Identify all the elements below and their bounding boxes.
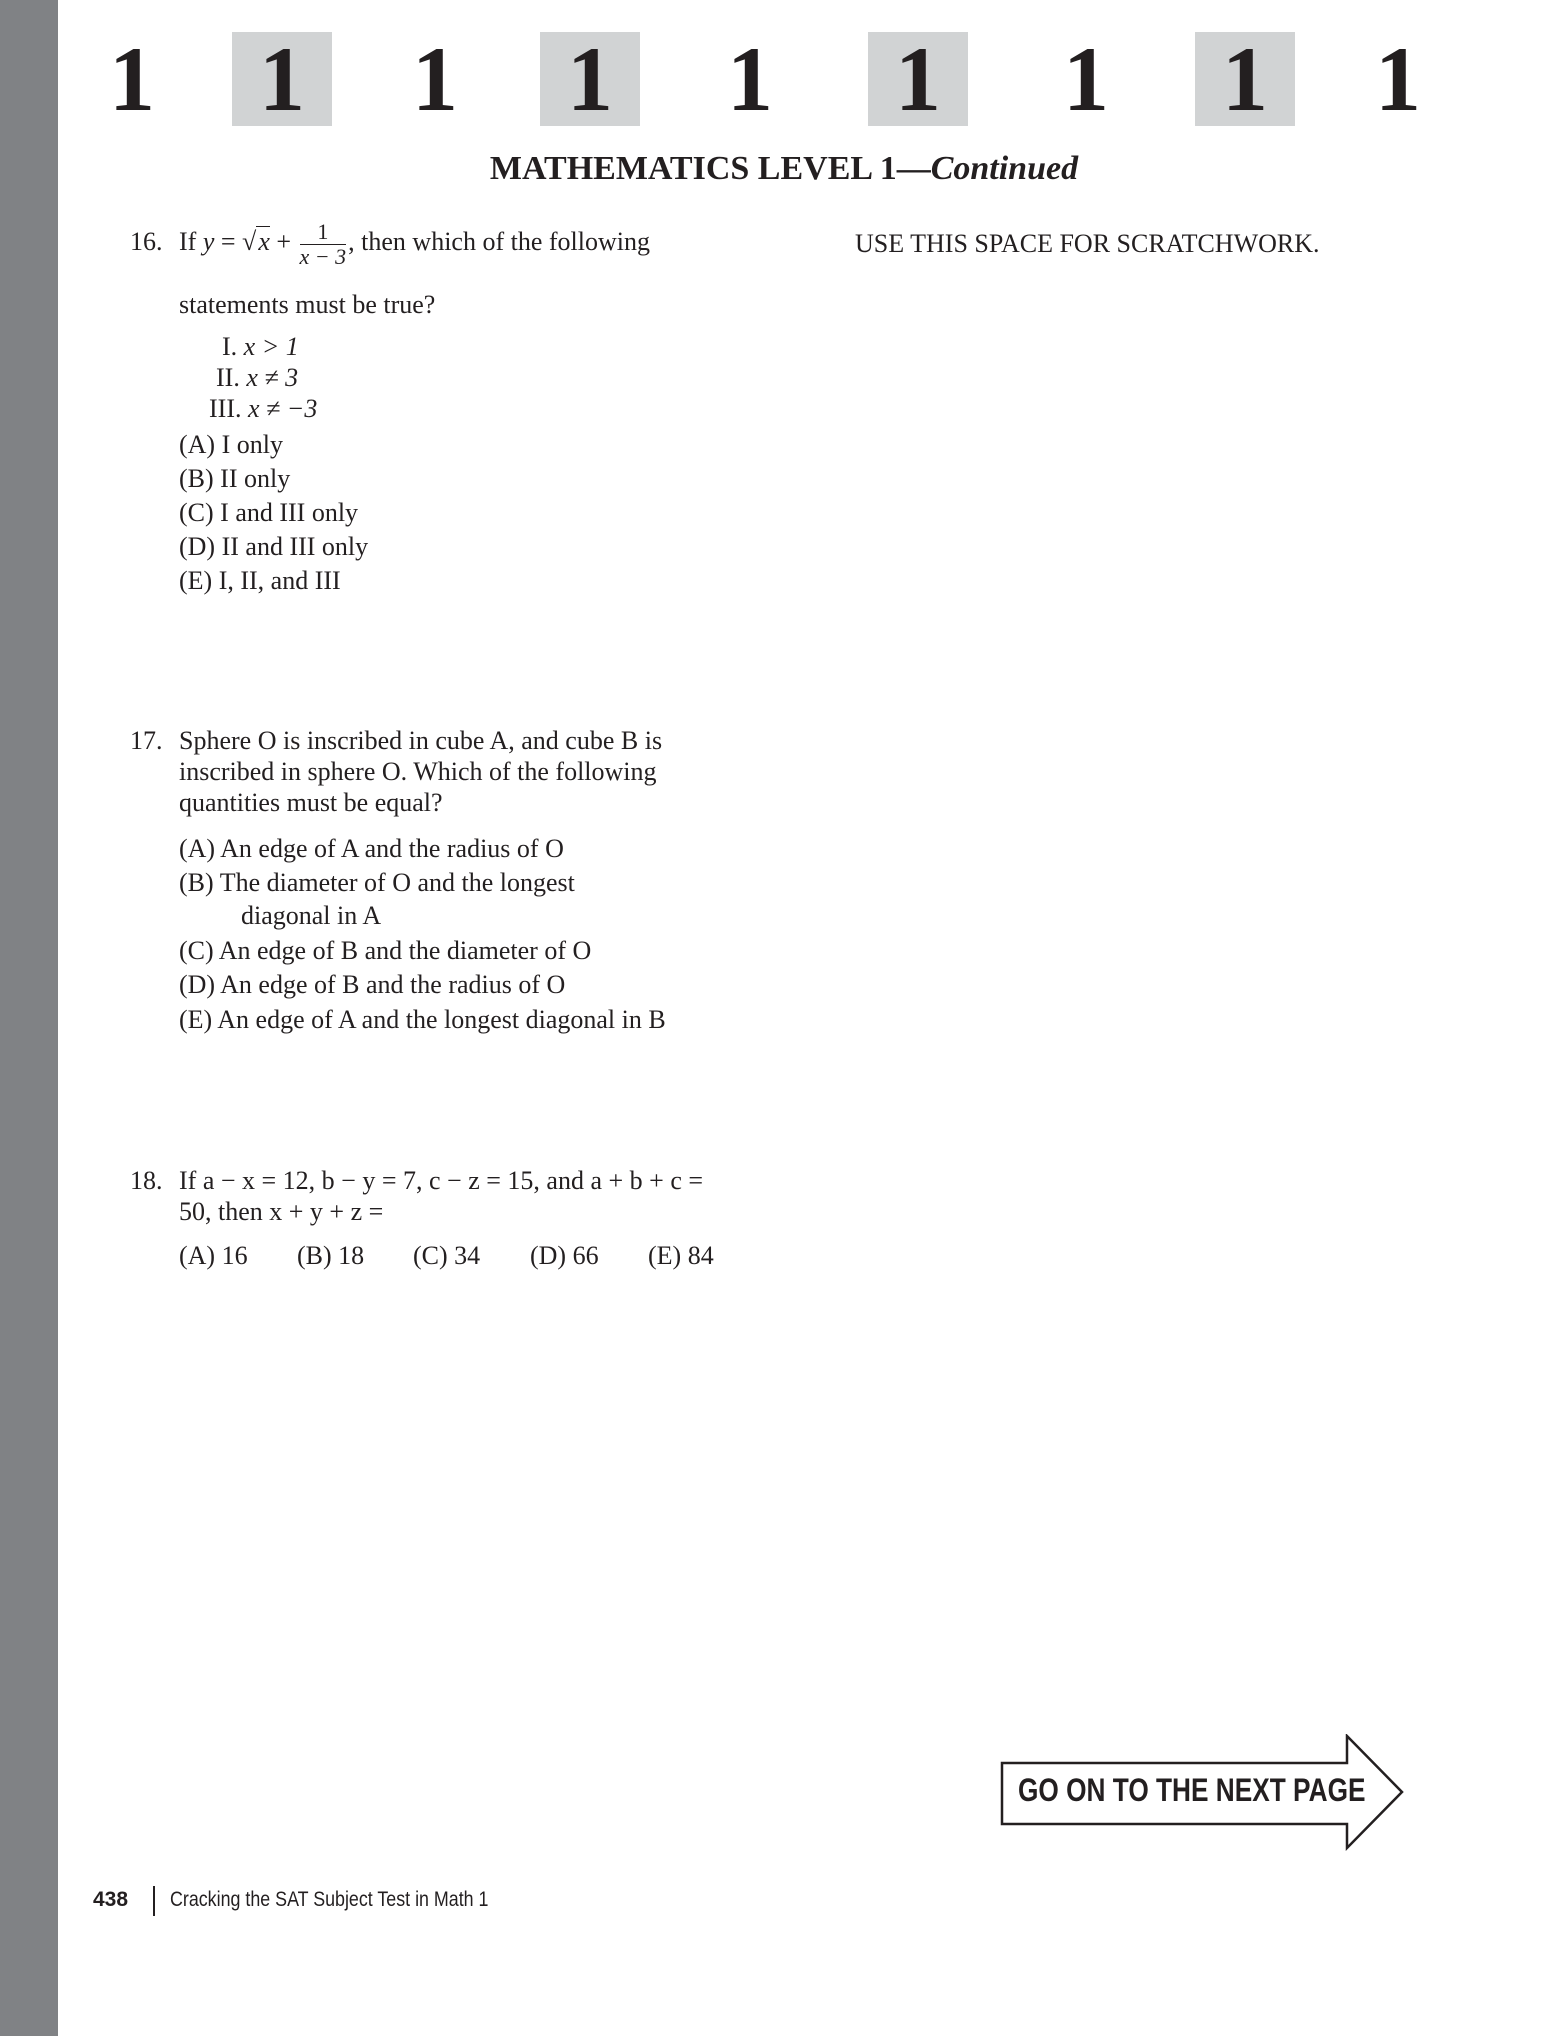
roman-num: I. — [222, 332, 238, 361]
answer-option[interactable]: (A) I only — [179, 430, 283, 459]
denominator: x − 3 — [299, 243, 347, 269]
section-digit: 1 — [1063, 28, 1109, 130]
page-title — [0, 150, 1568, 188]
answer-option[interactable]: (E) An edge of A and the longest diagonal in B — [179, 1005, 666, 1034]
section-digit: 1 — [868, 32, 968, 126]
roman-statement: x ≠ −3 — [247, 394, 318, 423]
footer-divider — [153, 1886, 155, 1916]
answer-option[interactable]: (B) 18 — [297, 1241, 365, 1270]
question-18-stem: 50, then x + y + z = — [179, 1197, 384, 1226]
roman-III — [209, 394, 317, 424]
question-18-number: 18. — [130, 1166, 163, 1195]
section-digit: 1 — [1195, 32, 1295, 126]
question-18-stem: If a − x = 12, b − y = 7, c − z = 15, and a + b + c = — [179, 1166, 704, 1195]
answer-option[interactable]: (E) 84 — [648, 1241, 714, 1270]
roman-II — [216, 363, 298, 393]
page-side-bar — [0, 0, 58, 2036]
answer-option[interactable]: (B) The diameter of O and the longest — [179, 868, 575, 897]
scratchwork-label: USE THIS SPACE FOR SCRATCHWORK. — [855, 229, 1320, 258]
title-continued: Continued — [930, 150, 1079, 187]
numerator: 1 — [300, 220, 347, 245]
fraction — [300, 220, 347, 269]
plus: + — [269, 227, 298, 256]
book-title: Cracking the SAT Subject Test in Math 1 — [170, 1888, 489, 1911]
next-page-label: GO ON TO THE NEXT PAGE — [1018, 1772, 1366, 1808]
section-digit: 1 — [1375, 28, 1421, 130]
answer-option[interactable]: (B) II only — [179, 464, 291, 493]
var-y: y — [202, 227, 215, 256]
stem-text: If — [179, 227, 203, 256]
section-digit: 1 — [232, 32, 332, 126]
answer-option[interactable]: (E) I, II, and III — [179, 566, 341, 595]
roman-statement: x > 1 — [243, 332, 299, 361]
answer-option[interactable]: (D) An edge of B and the radius of O — [179, 970, 566, 999]
answer-option[interactable]: (D) II and III only — [179, 532, 369, 561]
roman-statement: x ≠ 3 — [246, 363, 299, 392]
var-x: x — [258, 227, 270, 256]
question-17-stem: inscribed in sphere O. Which of the following — [179, 757, 657, 786]
section-digit: 1 — [540, 32, 640, 126]
answer-option[interactable]: (A) An edge of A and the radius of O — [179, 834, 564, 863]
section-digit: 1 — [727, 28, 773, 130]
answer-option[interactable]: (A) 16 — [179, 1241, 248, 1270]
answer-option[interactable]: (D) 66 — [530, 1241, 599, 1270]
stem-text: , then which of the following — [348, 227, 651, 256]
question-17-stem: quantities must be equal? — [179, 788, 443, 817]
title-text: MATHEMATICS LEVEL 1— — [489, 150, 931, 187]
page-number: 438 — [93, 1888, 129, 1911]
answer-option[interactable]: (C) An edge of B and the diameter of O — [179, 936, 592, 965]
answer-option[interactable]: (C) I and III only — [179, 498, 359, 527]
question-16-stem-cont: statements must be true? — [179, 290, 436, 319]
roman-num: II. — [216, 363, 240, 392]
question-17-number: 17. — [130, 726, 163, 755]
roman-I — [222, 332, 299, 362]
question-16-stem: If y = √x + $\frac{1}{x - 3}$, then which of the following — [179, 218, 651, 269]
question-16-number: 16. — [130, 227, 163, 256]
section-digit: 1 — [109, 28, 155, 130]
section-digit: 1 — [412, 28, 458, 130]
roman-num: III. — [209, 394, 242, 423]
answer-option[interactable]: (C) 34 — [413, 1241, 481, 1270]
equals: = — [214, 227, 243, 256]
answer-option-cont: diagonal in A — [241, 901, 382, 930]
question-17-stem: Sphere O is inscribed in cube A, and cube B is — [179, 726, 663, 755]
